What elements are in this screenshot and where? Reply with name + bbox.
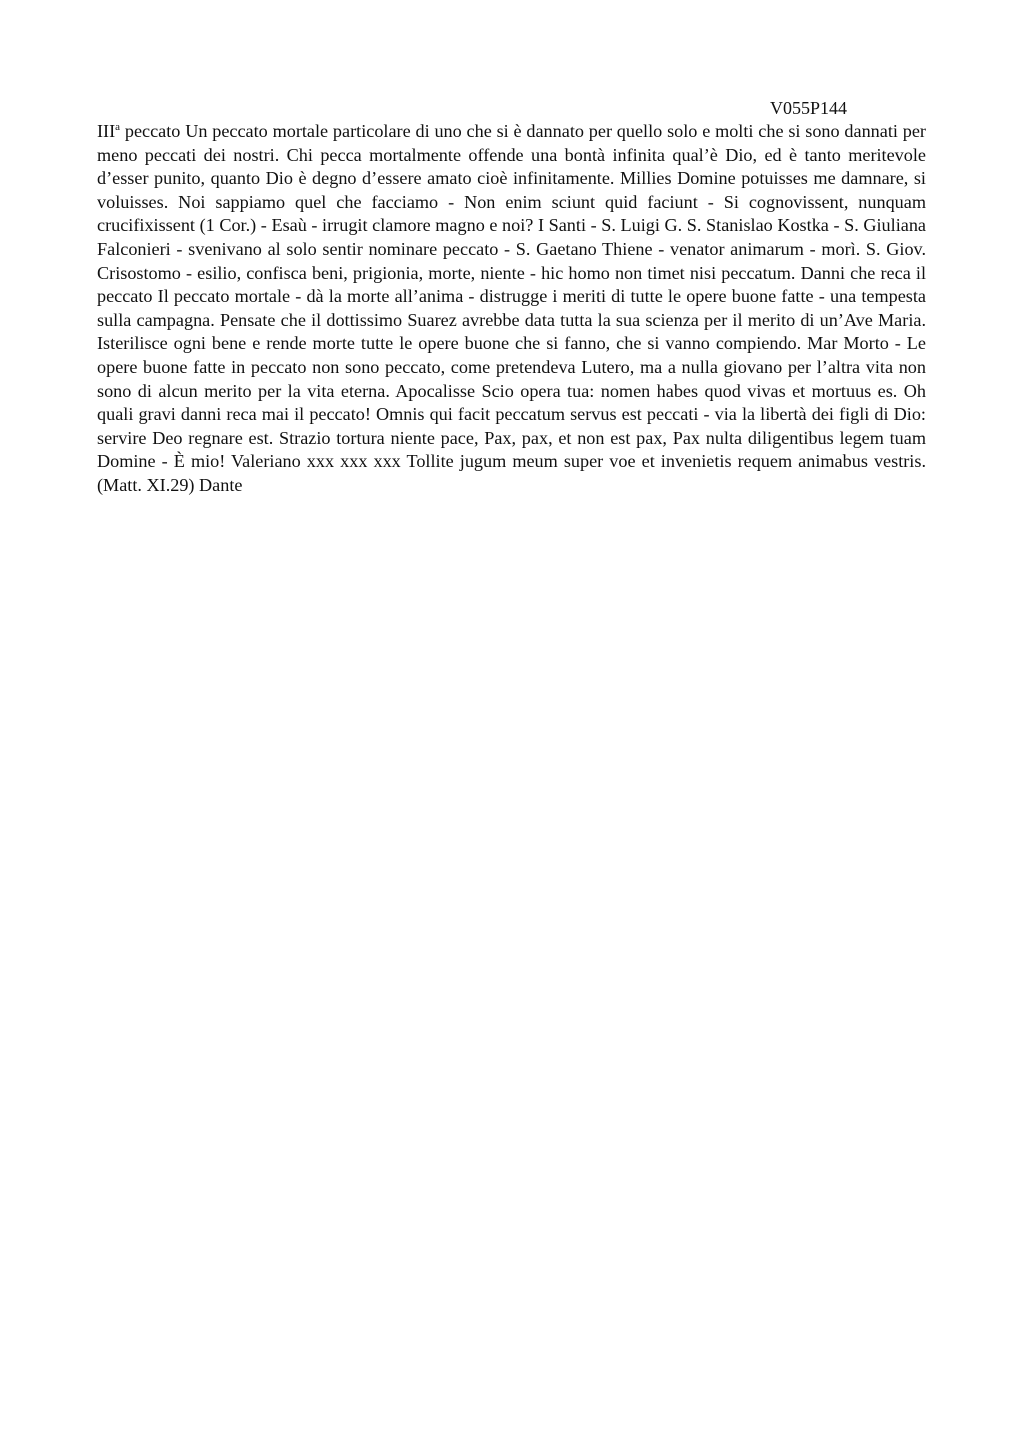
body-paragraph xyxy=(97,120,926,498)
body-text: peccato Un peccato mortale particolare di uno che si è dannato per quello solo e molti che si sono dannati per meno peccati dei nostri. Chi pecca mortalmente offende una bontà infinita qual’è Dio, ed è tanto meritevole d’esser punito, quanto Dio è degno d’essere amato cioè infinitamente. Millies Domine potuisses me damnare, si voluisses. Noi sappiamo quel che facciamo - Non enim sciunt quid faciunt - Si cognovissent, nunquam crucifixissent (1 Cor.) - Esaù - irrugit clamore magno e noi? I Santi - S. Luigi G. S. Stanislao Kostka - S. Giuliana Falconieri - svenivano al solo sentir nominare peccato - S. Gaetano Thiene - venator animarum - morì. S. Giov. Crisostomo - esilio, confisca beni, prigionia, morte, niente - hic homo non timet nisi peccatum. Danni che reca il peccato Il peccato mortale - dà la morte all’anima - distrugge i meriti di tutte le opere buone fatte - una tempesta sulla campagna. Pensate che il dottissimo Suarez avrebbe data tutta la sua scienza per il merito di un’Ave Maria. Isterilisce ogni bene e rende morte tutte le opere buone che si fanno, che si vanno compiendo. Mar Morto - Le opere buone fatte in peccato non sono peccato, come pretendeva Lutero, ma a nulla giovano per l’altra vita non sono di alcun merito per la vita eterna. Apocalisse Scio opera tua: nomen habes quod vivas et mortuus es. Oh quali gravi danni reca mai il peccato! Omnis qui facit peccatum servus est peccati - via la libertà dei figli di Dio: servire Deo regnare est. Strazio tortura niente pace, Pax, pax, et non est pax, Pax nulta diligentibus legem tuam Domine - È mio! Valeriano xxx xxx xxx Tollite jugum meum super voe et invenietis requem animabus vestris. (Matt. XI.29) Dante xyxy=(97,121,926,495)
page-identifier: V055P144 xyxy=(770,98,848,118)
intro-numeral: III xyxy=(97,121,116,141)
intro-superscript: a xyxy=(115,120,121,133)
